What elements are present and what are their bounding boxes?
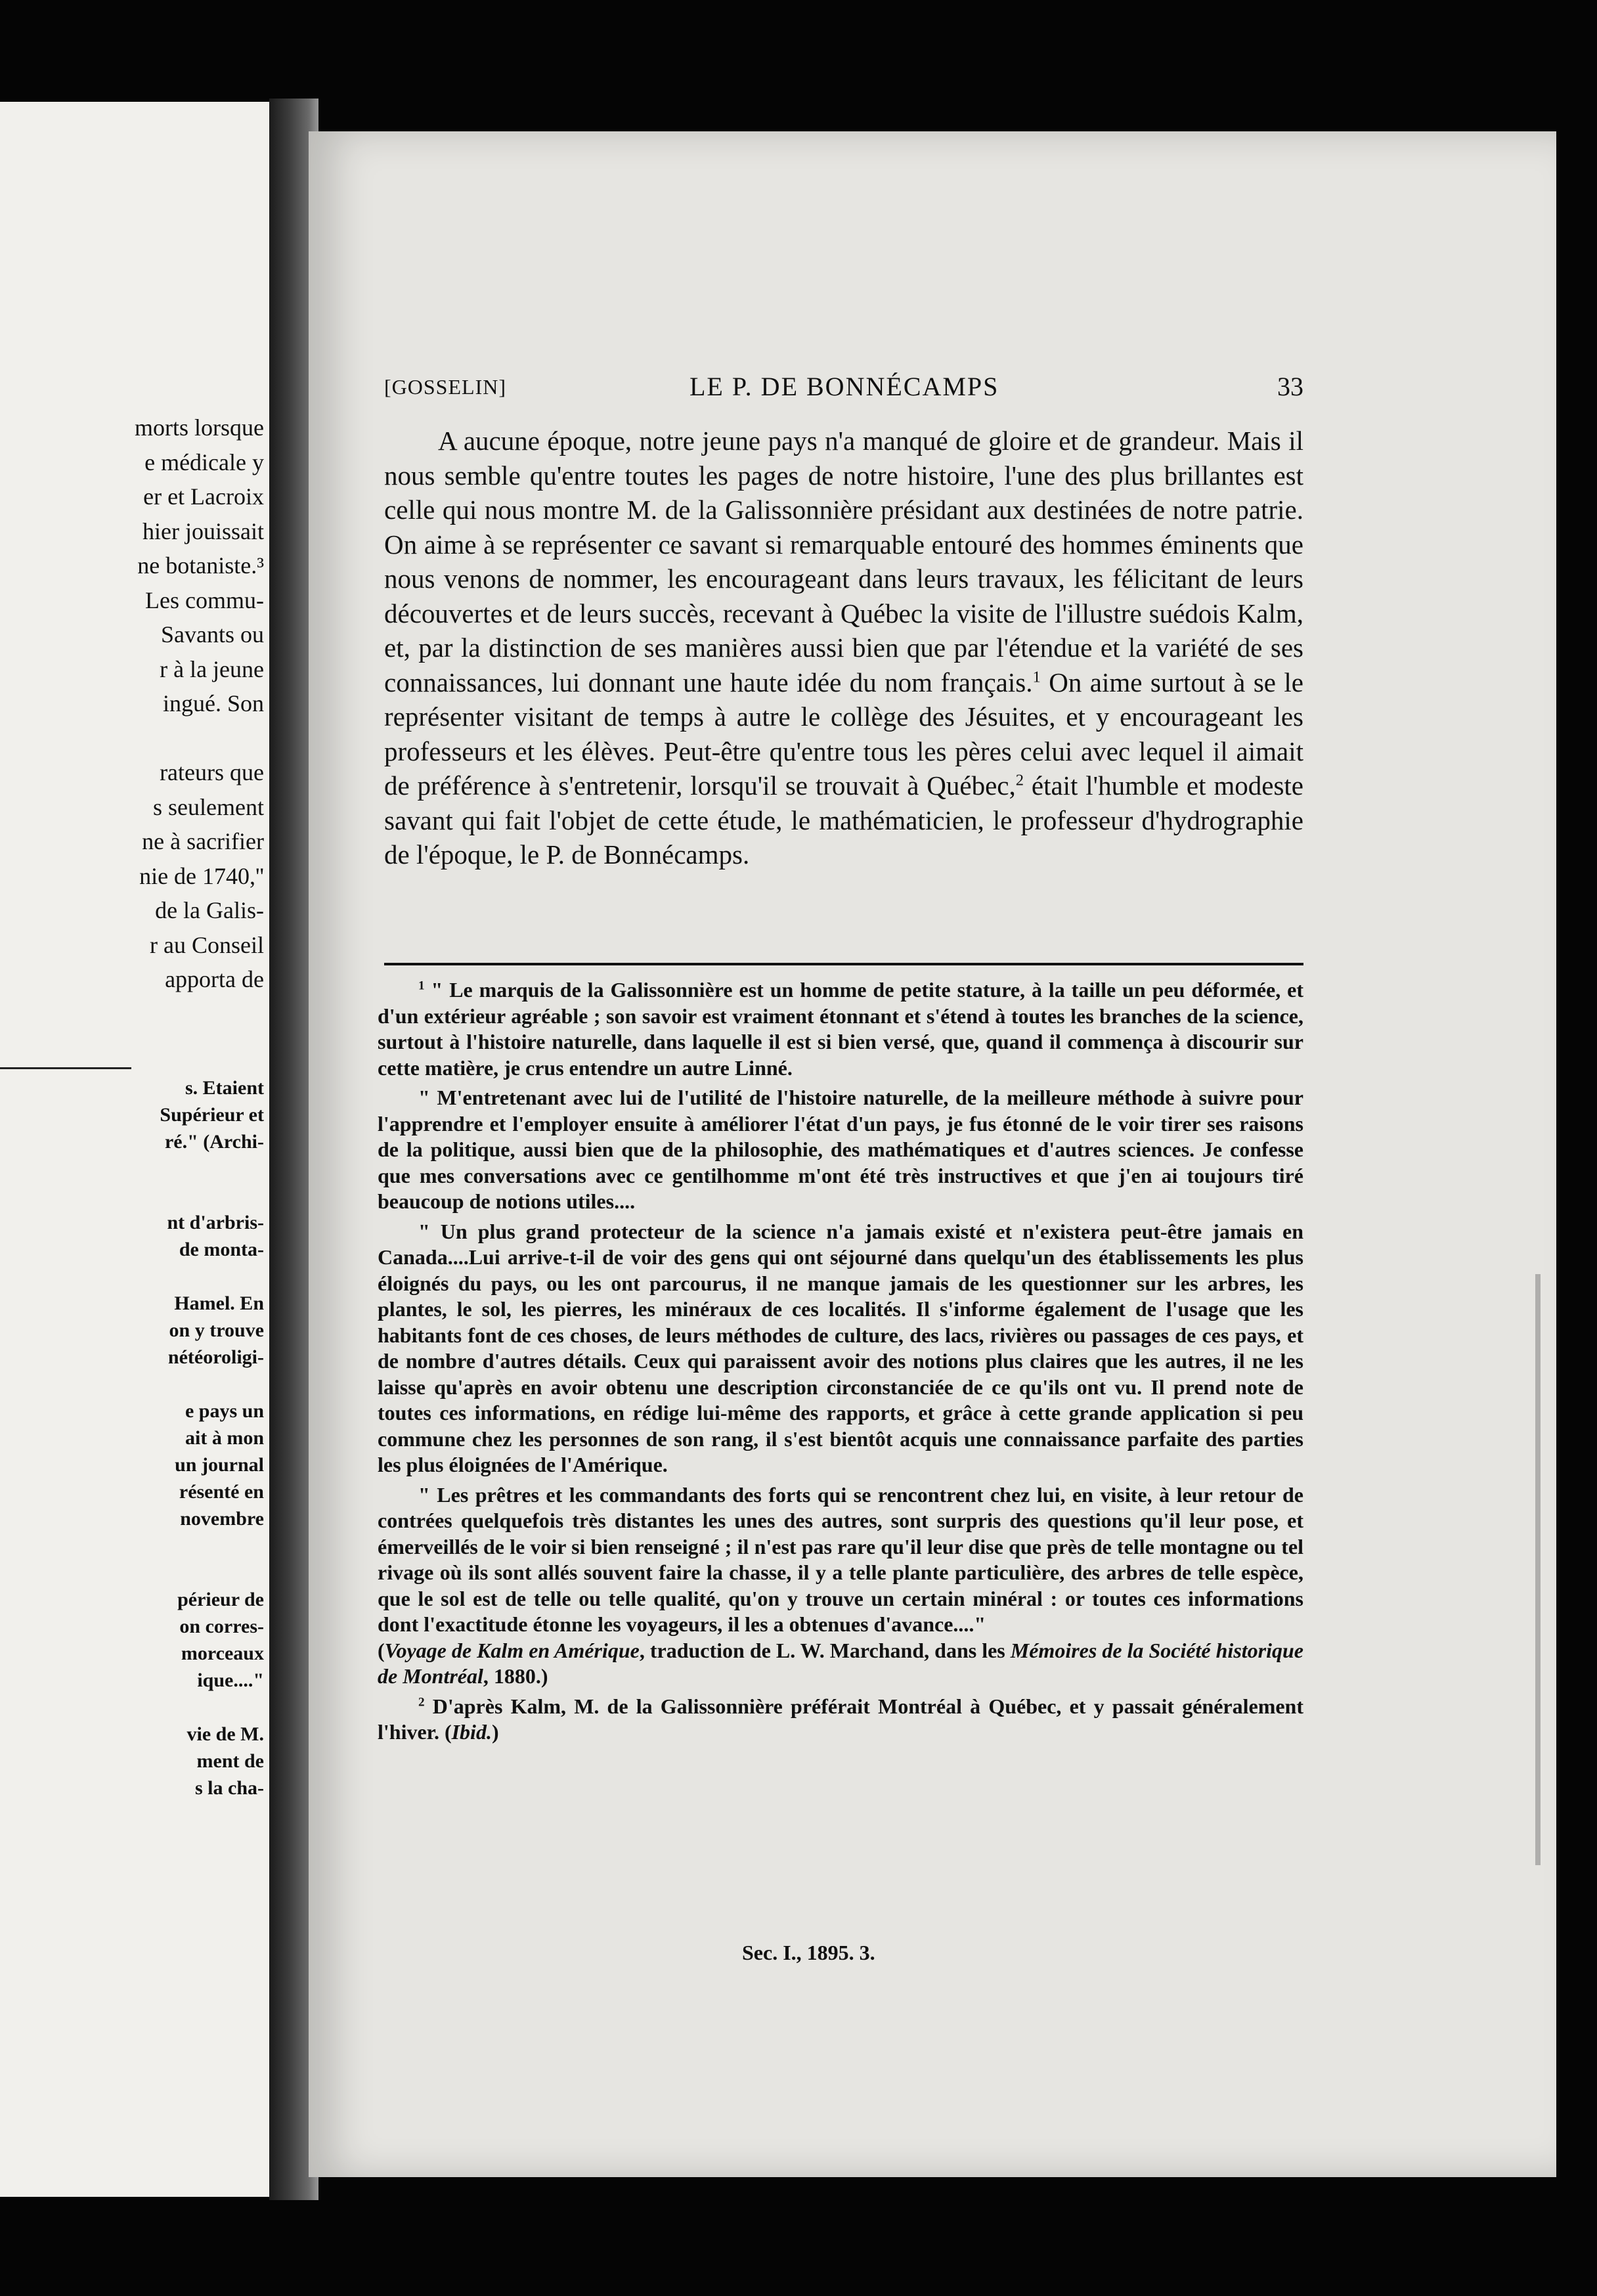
footnote-ref-2[interactable]: 2: [1015, 771, 1024, 789]
previous-page-fragment: [0, 102, 276, 2197]
previous-page-note-line: vie de M.: [186, 1723, 264, 1745]
header-title: LE P. DE BONNÉCAMPS: [689, 372, 999, 401]
previous-page-line: morts lorsque: [135, 414, 264, 441]
previous-page-note-line: nétéoroligi-: [167, 1346, 264, 1368]
previous-page-footnote-rule: [0, 1067, 131, 1069]
previous-page-line: ne botaniste.³: [137, 552, 264, 579]
previous-page-note-line: ré." (Archi-: [164, 1131, 264, 1153]
running-header: [384, 371, 1303, 404]
signature-mark: Sec. I., 1895. 3.: [742, 1941, 875, 1964]
previous-page-line: e médicale y: [144, 449, 264, 475]
footnote-1-mark: 1: [418, 979, 425, 993]
footnote-1-para-4: " Les prêtres et les commandants des forts qui se rencontrent chez lui, en visite, à leur retour de contrées quelquefois très distantes les unes des autres, sont surpris des questions qu'il leur pose, et émerveillés de le voir si bien renseigné ; il n'est pas rare qu'il leur dise que près de telle montagne ou tel rivage où ils sont allés souvent faire la chasse, il y a telle plante particulière, des arbres de telle espèce, que le sol est de telle ou telle qualité, qu'on y trouve un certain minéral : or toutes ces informations dont l'exactitude étonne les voyageurs, il les a obtenues d'avance....": [378, 1482, 1303, 1636]
previous-page-line: hier jouissait: [142, 518, 264, 544]
previous-page-note-line: ment de: [196, 1750, 264, 1772]
previous-page-line: de la Galis-: [155, 897, 264, 923]
previous-page-note-line: s. Etaient: [185, 1077, 264, 1099]
header-author: [GOSSELIN]: [384, 375, 506, 399]
previous-page-line: rateurs que: [160, 759, 264, 785]
footnote-1-para-1: $^1$ " Le marquis de la Galissonnière est un homme de petite stature, à la taille un peu déformée, et d'un extérieur agréable ; son savoir est vraiment étonnant et s'étend à toutes les branches de la science, surtout à l'histoire naturelle, dans laquelle il est si bien versé, que, quand il commença à discourir sur cette matière, je crus entendre un autre Linné.: [378, 978, 1304, 1080]
previous-page-note-line: un journal: [175, 1454, 264, 1476]
footnotes: [378, 977, 1303, 1750]
footnote-rule: [384, 963, 1303, 965]
previous-page-line: apporta de: [165, 966, 264, 992]
previous-page-line: s seulement: [153, 793, 264, 820]
previous-page-note-line: Supérieur et: [160, 1104, 264, 1126]
previous-page-note-line: Hamel. En: [174, 1292, 264, 1314]
previous-page-line: er et Lacroix: [143, 483, 264, 510]
previous-page-note-line: ait à mon: [185, 1427, 264, 1449]
footnote-1-citation: (Voyage de Kalm en Amérique, traduction de L. W. Marchand, dans les Mémoires de la Société historique de Montréal, 1880.): [378, 1638, 1304, 1688]
previous-page-line: nie de 1740,'': [139, 862, 264, 889]
footnote-1-para-2: " M'entretenant avec lui de l'utilité de l'histoire naturelle, de la meilleure méthode à suivre pour l'apprendre et l'employer ensuite à améliorer l'état d'un pays, je fus étonné de le voir tirer ses raisons de la politique, aussi bien que de la philosophie, des mathématiques et d'autres sciences. Je confesse que mes conversations avec ce gentilhomme m'ont été très instructives et que j'en ai toujours tiré beaucoup de notions utiles....: [378, 1086, 1303, 1213]
footnote-2-mark: 2: [418, 1694, 425, 1709]
previous-page-line: Savants ou: [161, 621, 264, 648]
footnote-ref-1[interactable]: 1: [1032, 667, 1041, 686]
previous-page-line: ne à sacrifier: [142, 828, 264, 854]
previous-page-note-line: de monta-: [179, 1239, 264, 1260]
previous-page-note-line: périeur de: [177, 1589, 264, 1610]
body-paragraph: A aucune époque, notre jeune pays n'a manqué de gloire et de grandeur. Mais il nous semble qu'entre toutes les pages de notre histoire, l'une des plus brillantes est celle qui nous montre M. de la Galissonnière présidant aux destinées de notre patrie. On aime à se représenter ce savant si remarquable entouré des hommes éminents que nous venons de nommer, les encourageant dans leurs travaux, les félicitant de leurs découvertes et de leurs succès, recevant à Québec la visite de l'illustre suédois Kalm, et, par la distinction de ses manières aussi bien que par l'étendue et la variété de ses connaissances, lui donnant une haute idée du nom français.$^1$ On aime surtout à se le représenter visitant de temps à autre le collège des Jésuites, et y encourageant les professeurs et les élèves. Peut-être qu'entre tous les pères celui avec lequel il aimait de préférence à s'entretenir, lorsqu'il se trouvait à Québec,$^2$ était l'humble et modeste savant qui fait l'objet de cette étude, le mathématicien, le professeur d'hydrographie de l'époque, le P. de Bonnécamps.: [384, 426, 1303, 870]
previous-page-line: r au Conseil: [150, 931, 264, 958]
previous-page-note-line: ique....": [197, 1669, 264, 1691]
previous-page-line: ingué. Son: [162, 690, 264, 717]
previous-page-note-line: e pays un: [185, 1400, 264, 1422]
previous-page-line: r à la jeune: [160, 655, 264, 682]
page-edge-shadow: [1535, 1274, 1541, 1865]
previous-page-note-line: on corres-: [179, 1616, 264, 1637]
previous-page-note-line: s la cha-: [195, 1777, 264, 1799]
previous-page-note-line: morceaux: [181, 1643, 264, 1664]
previous-page-note-line: nt d'arbris-: [167, 1212, 264, 1233]
previous-page-line: Les commu-: [145, 586, 264, 613]
previous-page-note-line: résenté en: [179, 1481, 264, 1503]
previous-page-note-line: on y trouve: [169, 1319, 264, 1341]
previous-page-note-line: novembre: [180, 1508, 264, 1530]
main-text: [384, 424, 1303, 872]
page-number: 33: [1277, 372, 1303, 401]
footnote-2: $^2$ D'après Kalm, M. de la Galissonnière préférait Montréal à Québec, et y passait généralement l'hiver. (Ibid.): [378, 1694, 1303, 1744]
footnote-1-para-3: " Un plus grand protecteur de la science n'a jamais existé et n'existera peut-être jamais en Canada....Lui arrive-t-il de voir des gens qui ont séjourné dans quelqu'un des établissements les plus éloignés du pays, ou les ont parcourus, il ne manque jamais de les questionner sur les arbres, les plantes, le sol, les pierres, les minéraux de ces localités. Il s'informe également de l'usage que les habitants font de ces choses, de leurs méthodes de culture, des lacs, rivières ou passages de ces pays, et de nombre d'autres détails. Ceux qui paraissent avoir des notions plus claires que les autres, il ne les laisse qu'après en avoir obtenu une description circonstanciée de ce qu'ils ont vu. Il prend note de toutes ces informations, en rédige lui-même des rapports, et grâce à cette grande application si peu commune chez les personnes de son rang, il s'est bientôt acquis une connaissance parfaite des parties les plus éloignées de l'Amérique.: [378, 1219, 1303, 1476]
